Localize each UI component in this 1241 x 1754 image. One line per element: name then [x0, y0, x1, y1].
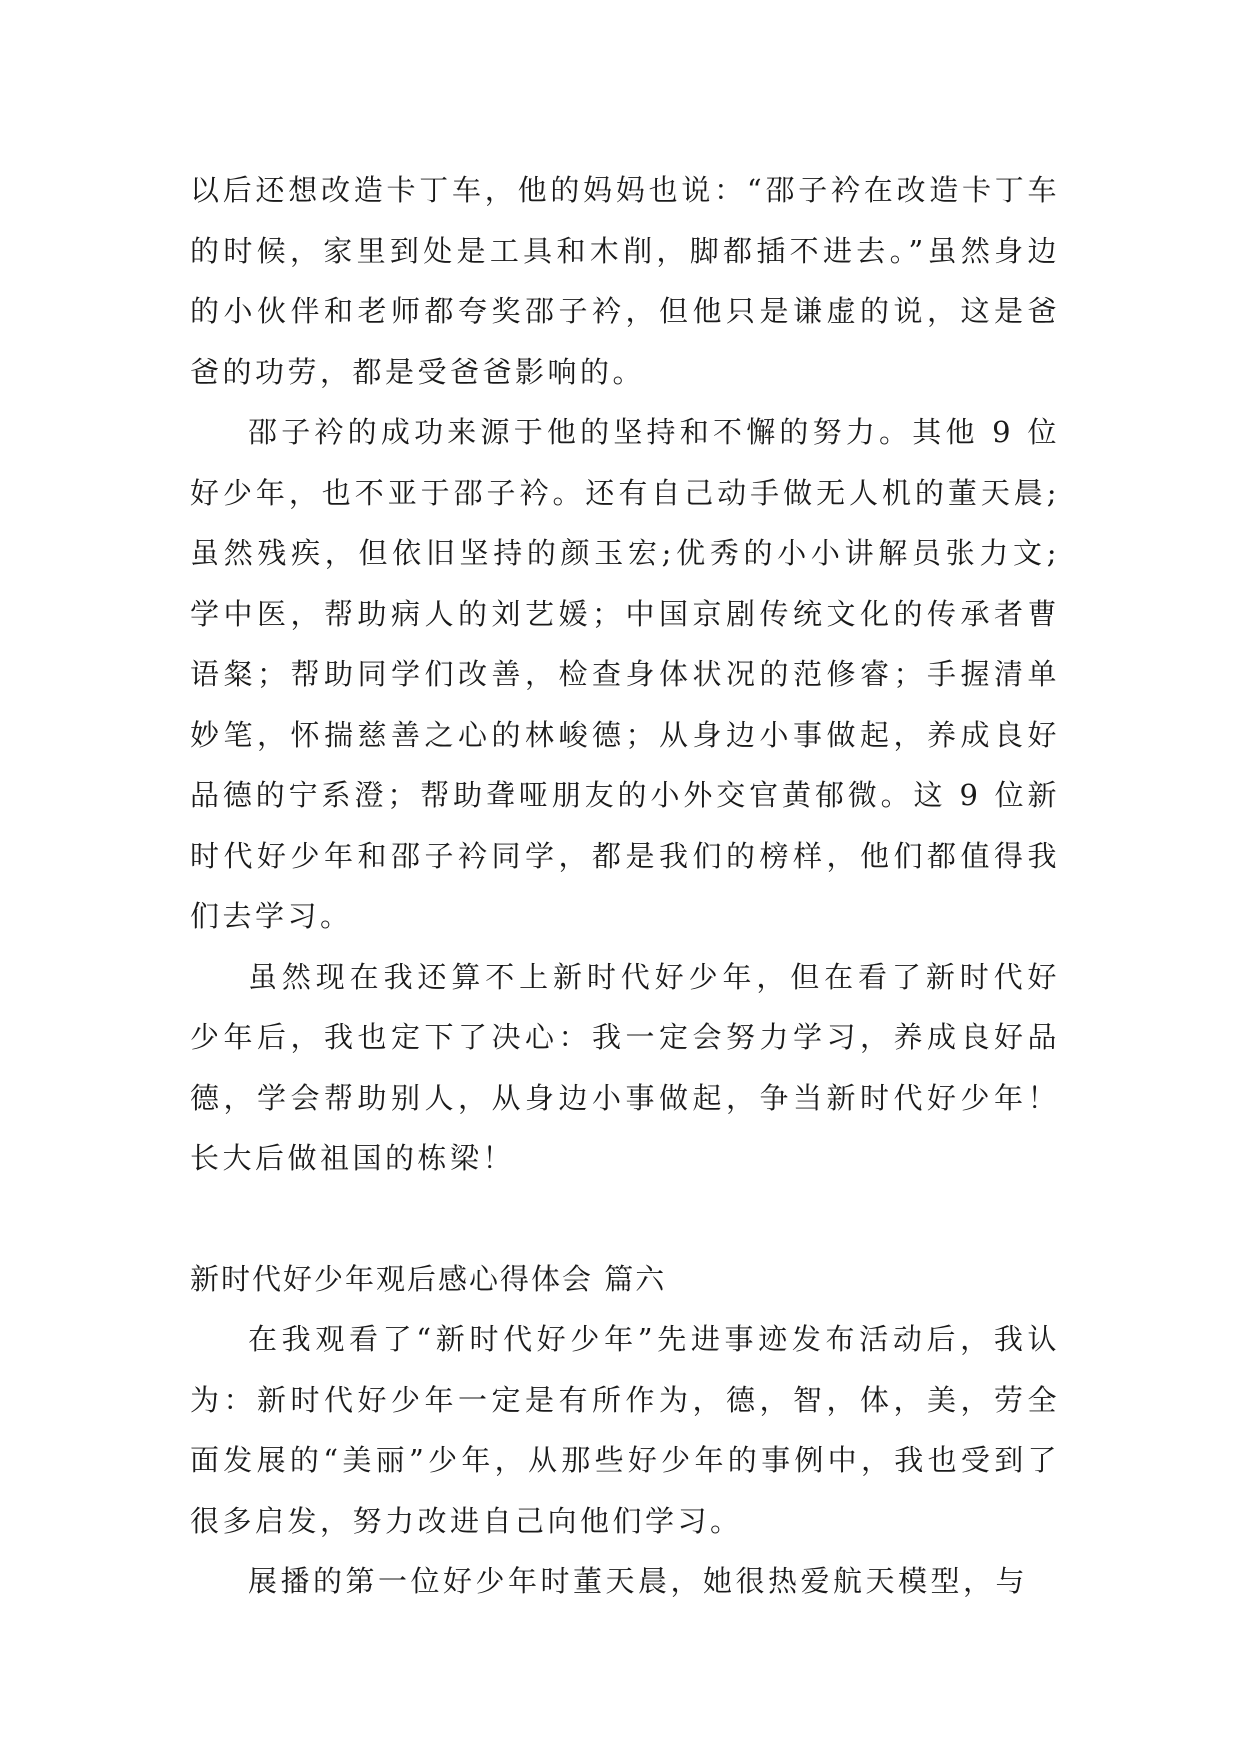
document-body — [190, 160, 1060, 1612]
paragraph-first-youth: 展播的第一位好少年时董天晨，她很热爱航天模型，与 — [248, 1564, 1029, 1598]
paragraph-role-models: 邵子衿的成功来源于他的坚持和不懈的努力。其他 9 位好少年，也不亚于邵子衿。还有自己动手做无人机的董天晨;虽然残疾，但依旧坚持的颜玉宏;优秀的小小讲解员张力文;学中医，帮助病人的刘艺媛；中国京剧传统文化的传承者曹语粲；帮助同学们改善，检查身体状况的范修睿；手握清单妙笔，怀揣慈善之心的林峻德；从身边小事做起，养成良好品德的宁系澄；帮助聋哑朋友的小外交官黄郁微。这 9 位新时代好少年和邵子衿同学，都是我们的榜样，他们都值得我们去学习。 — [190, 415, 1060, 933]
paragraph-resolution: 虽然现在我还算不上新时代好少年，但在看了新时代好少年后，我也定下了决心：我一定会努力学习，养成良好品德，学会帮助别人，从身边小事做起，争当新时代好少年！长大后做祖国的栋梁！ — [190, 959, 1060, 1175]
paragraph-continuation: 以后还想改造卡丁车，他的妈妈也说：“邵子衿在改造卡丁车的时候，家里到处是工具和木削，脚都插不进去。”虽然身边的小伙伴和老师都夸奖邵子衿，但他只是谦虚的说，这是爸爸的功劳，都是受爸爸影响的。 — [190, 173, 1060, 389]
section-gap — [190, 1189, 1060, 1249]
paragraph-intro: 在我观看了“新时代好少年”先进事迹发布活动后，我认为：新时代好少年一定是有所作为，德，智，体，美，劳全面发展的“美丽”少年，从那些好少年的事例中，我也受到了很多启发，努力改进自己向他们学习。 — [190, 1322, 1060, 1538]
section-heading: 新时代好少年观后感心得体会 篇六 — [190, 1261, 667, 1296]
